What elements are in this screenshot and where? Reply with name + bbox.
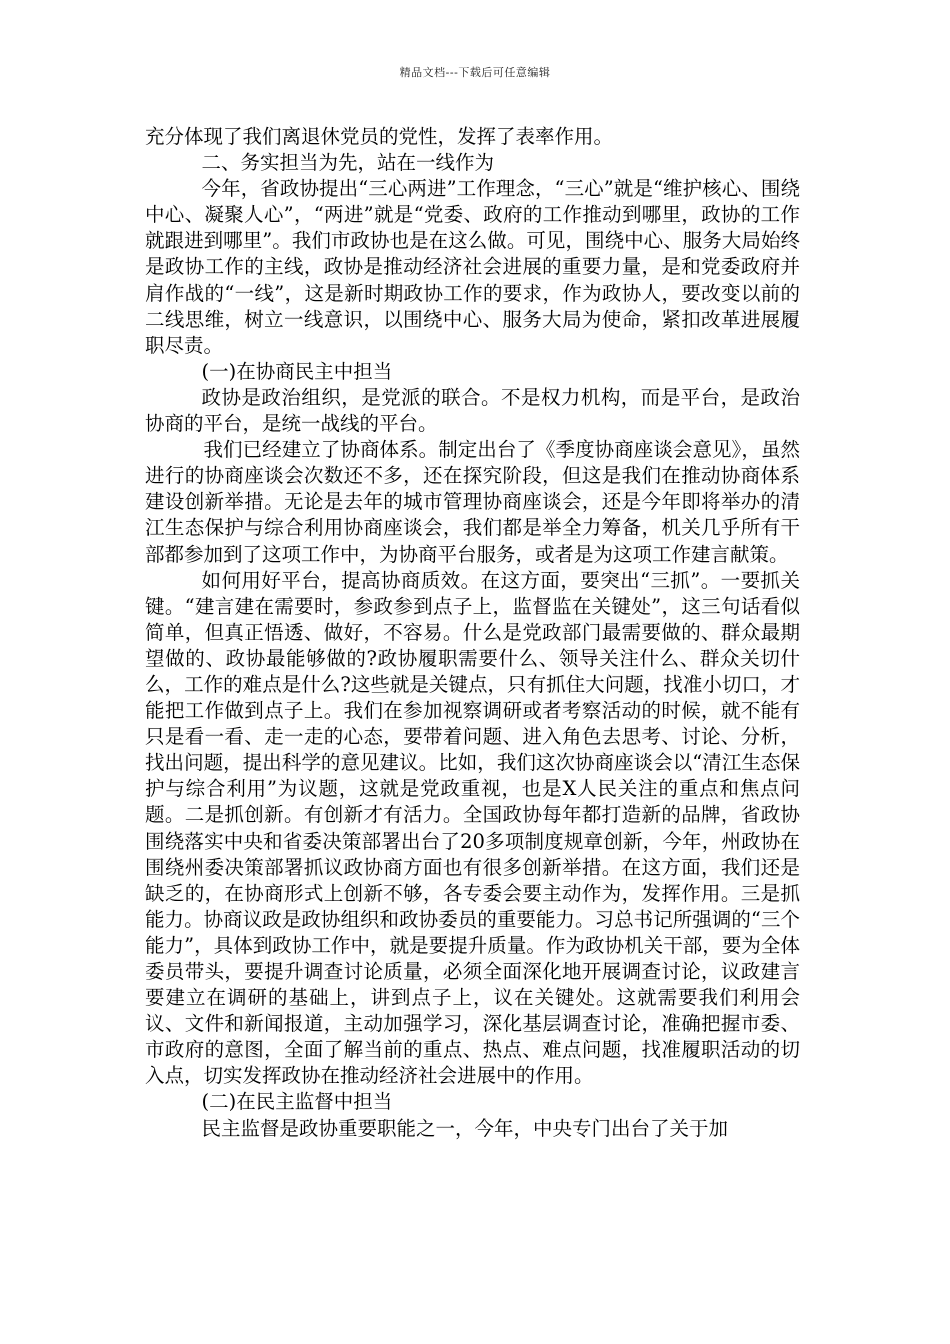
subsection-heading: (二)在民主监督中担当 bbox=[201, 1090, 393, 1114]
paragraph: 今年，省政协提出“三心两进”工作理念，“三心”就是“维护核心、围绕中心、凝聚人心”，“两进”就是“党委、政府的工作推动到哪里，政协的工作就跟进到哪里”。我们市政协也是在这么做。可见，围绕中心、服务大局始终是政协工作的主线，政协是推动经济社会进展的重要力量，是和党委政府并肩作战的“一线”，这是新时期政协工作的要求，作为政协人，要改变以前的二线思维，树立一线意识，以围绕中心、服务大局为使命，紧扣改革进展履职尽责。 bbox=[145, 177, 800, 357]
page-header: 精品文档---下载后可任意编辑 bbox=[399, 66, 551, 79]
section-heading: 二、务实担当为先，站在一线作为 bbox=[201, 151, 495, 175]
paragraph: 如何用好平台，提高协商质效。在这方面，要突出“三抓”。一要抓关键。“建言建在需要时，参政参到点子上，监督监在关键处”，这三句话看似简单，但真正悟透、做好，不容易。什么是党政部门最需要做的、群众最期望做的、政协最能够做的?政协履职需要什么、领导关注什么、群众关切什么，工作的难点是什么?这些就是关键点，只有抓住大问题，找准小切口，才能把工作做到点子上。我们在参加视察调研或者考察活动的时候，就不能有只是看一看、走一走的心态，要带着问题、进入角色去思考、讨论、分析，找出问题，提出科学的意见建议。比如，我们这次协商座谈会以“清江生态保护与综合利用”为议题，这就是党政重视，也是X人民关注的重点和焦点问题。二是抓创新。有创新才有活力。全国政协每年都打造新的品牌，省政协围绕落实中央和省委决策部署出台了20多项制度规章创新，今年，州政协在围绕州委决策部署抓议政协商方面也有很多创新举措。在这方面，我们还是缺乏的，在协商形式上创新不够，各专委会要主动作为，发挥作用。三是抓能力。协商议政是政协组织和政协委员的重要能力。习总书记所强调的“三个能力”，具体到政协工作中，就是要提升质量。作为政协机关干部，要为全体委员带头，要提升调查讨论质量，必须全面深化地开展调查讨论，议政建言要建立在调研的基础上，讲到点子上，议在关键处。这就需要我们利用会议、文件和新闻报道，主动加强学习，深化基层调查讨论，准确把握市委、市政府的意图，全面了解当前的重点、热点、难点问题，找准履职活动的切入点，切实发挥政协在推动经济社会进展中的作用。 bbox=[145, 568, 800, 1088]
paragraph: 民主监督是政协重要职能之一，今年，中央专门出台了关于加 bbox=[201, 1116, 729, 1140]
paragraph-continuation: 充分体现了我们离退休党员的党性，发挥了表率作用。 bbox=[145, 125, 614, 148]
subsection-heading: (一)在协商民主中担当 bbox=[201, 359, 393, 383]
paragraph: 我们已经建立了协商体系。制定出台了《季度协商座谈会意见》，虽然进行的协商座谈会次数还不多，还在探究阶段，但这是我们在推动协商体系建设创新举措。无论是去年的城市管理协商座谈会，还是今年即将举办的清江生态保护与综合利用协商座谈会，我们都是举全力筹备，机关几乎所有干部都参加到了这项工作中，为协商平台服务，或者是为这项工作建言献策。 bbox=[145, 438, 800, 566]
paragraph: 政协是政治组织，是党派的联合。不是权力机构，而是平台，是政治协商的平台，是统一战线的平台。 bbox=[145, 385, 800, 436]
document-body bbox=[145, 124, 800, 1142]
